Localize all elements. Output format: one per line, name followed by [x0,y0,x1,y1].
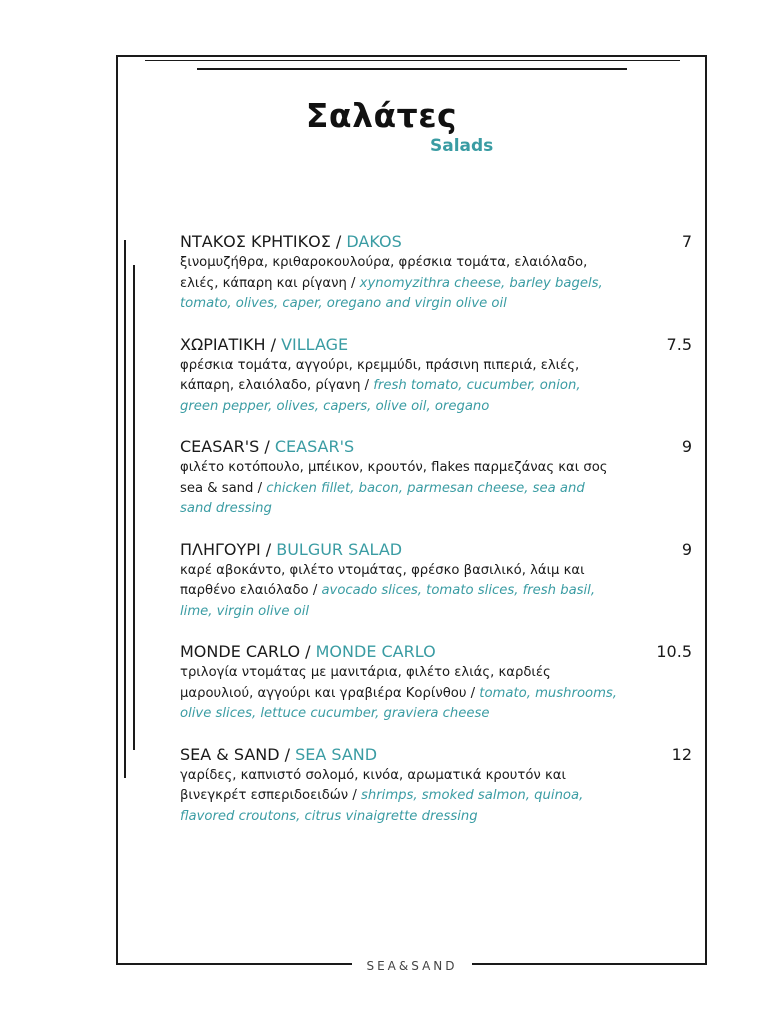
side-rule-inner [133,265,135,750]
item-name-separator: / [279,744,296,764]
side-rule-outer [124,240,126,778]
top-rule-inner [197,68,627,70]
page-title [0,96,773,135]
menu-list [180,232,700,847]
item-price: 7 [681,232,692,251]
item-description [180,663,620,725]
item-price: 9 [681,539,692,559]
menu-item-header [180,745,700,766]
menu-item [180,540,700,623]
item-name-greek: CEASAR'S [180,437,260,456]
item-description-english: xynomyzithra cheese, barley bagels, tomato, olives, caper, oregano and virgin olive oil [180,275,603,311]
item-description-english: chicken fillet, bacon, parmesan cheese, sea and sand dressing [180,480,585,516]
item-price: 9 [681,437,692,456]
item-price: 7.5 [666,334,692,354]
item-description-english: shrimps, smoked salmon, quinoa, flavored croutons, citrus vinaigrette dressing [180,788,584,824]
menu-item [180,232,700,315]
item-description-separator: / [308,583,322,598]
item-name-english: SEA SAND [295,744,378,764]
menu-item [180,642,700,725]
item-name-english: MONDE CARLO [315,642,436,661]
menu-item [180,335,700,418]
item-name-english: DAKOS [346,232,402,251]
item-name-greek: MONDE CARLO [180,642,301,661]
item-price: 10.5 [656,642,692,661]
item-name-greek: ΝΤΑΚΟΣ ΚΡΗΤΙΚΟΣ [180,232,331,251]
item-name-english: BULGUR SALAD [276,539,403,559]
item-description [180,458,620,520]
item-price: 12 [671,744,692,764]
item-name-greek: SEA & SAND [180,744,280,764]
footer-brand: SEA&SAND [352,958,472,974]
item-name-greek: ΠΛΗΓΟΥΡΙ [180,539,261,559]
item-description-english: tomato, mushrooms, olive slices, lettuce cucumber, graviera cheese [180,685,617,721]
item-description-english: avocado slices, tomato slices, fresh basil, lime, virgin olive oil [180,583,596,619]
item-description-greek: γαρίδες, καπνιστό σολομό, κινόα, αρωματικά κρουτόν και βινεγκρέτ εσπεριδοειδών [180,767,566,803]
item-description-greek: φιλέτο κοτόπουλο, μπέικον, κρουτόν, flakes παρμεζάνας και σος sea & sand [180,460,608,496]
item-description [180,356,620,418]
menu-item-header [180,437,700,458]
item-description [180,253,620,315]
item-description [180,561,620,623]
item-description-greek: φρέσκια τομάτα, αγγούρι, κρεμμύδι, πράσινη πιπεριά, ελιές, κάπαρη, ελαιόλαδο, ρίγανη [180,357,580,393]
item-name-separator: / [300,642,316,661]
menu-item-header [180,232,700,253]
item-description-greek: καρέ αβοκάντο, φιλέτο ντομάτας, φρέσκο βασιλικό, λάιμ και παρθένο ελαιόλαδο [180,562,585,598]
item-name-english: CEASAR'S [274,437,355,456]
item-name-separator: / [265,334,282,354]
menu-item [180,745,700,828]
menu-item-header [180,540,700,561]
item-name-separator: / [260,539,277,559]
item-description-separator: / [360,378,374,393]
item-description [180,766,620,828]
item-description-greek: τριλογία ντομάτας με μανιτάρια, φιλέτο ελιάς, καρδιές μαρουλιού, αγγούρι και γραβιέρα Κορίνθου [180,665,551,701]
item-name-greek: ΧΩΡΙΑΤΙΚΗ [180,334,266,354]
menu-item-header [180,642,700,663]
menu-item [180,437,700,520]
menu-item-header [180,335,700,356]
item-description-separator: / [466,685,480,701]
item-description-separator: / [348,788,362,803]
item-description-separator: / [253,480,267,496]
page-title-text: Σαλάτες [305,96,458,135]
item-name-separator: / [330,232,347,251]
item-description-separator: / [346,275,360,291]
item-description-english: fresh tomato, cucumber, onion, green pepper, olives, capers, olive oil, oregano [180,378,581,414]
item-name-english: VILLAGE [281,334,349,354]
item-description-greek: ξινομυζήθρα, κριθαροκουλούρα, φρέσκια τομάτα, ελαιόλαδο, ελιές, κάπαρη και ρίγανη [180,255,588,291]
top-rule [145,60,680,61]
item-name-separator: / [259,437,275,456]
page-subtitle: Salads [430,136,494,156]
